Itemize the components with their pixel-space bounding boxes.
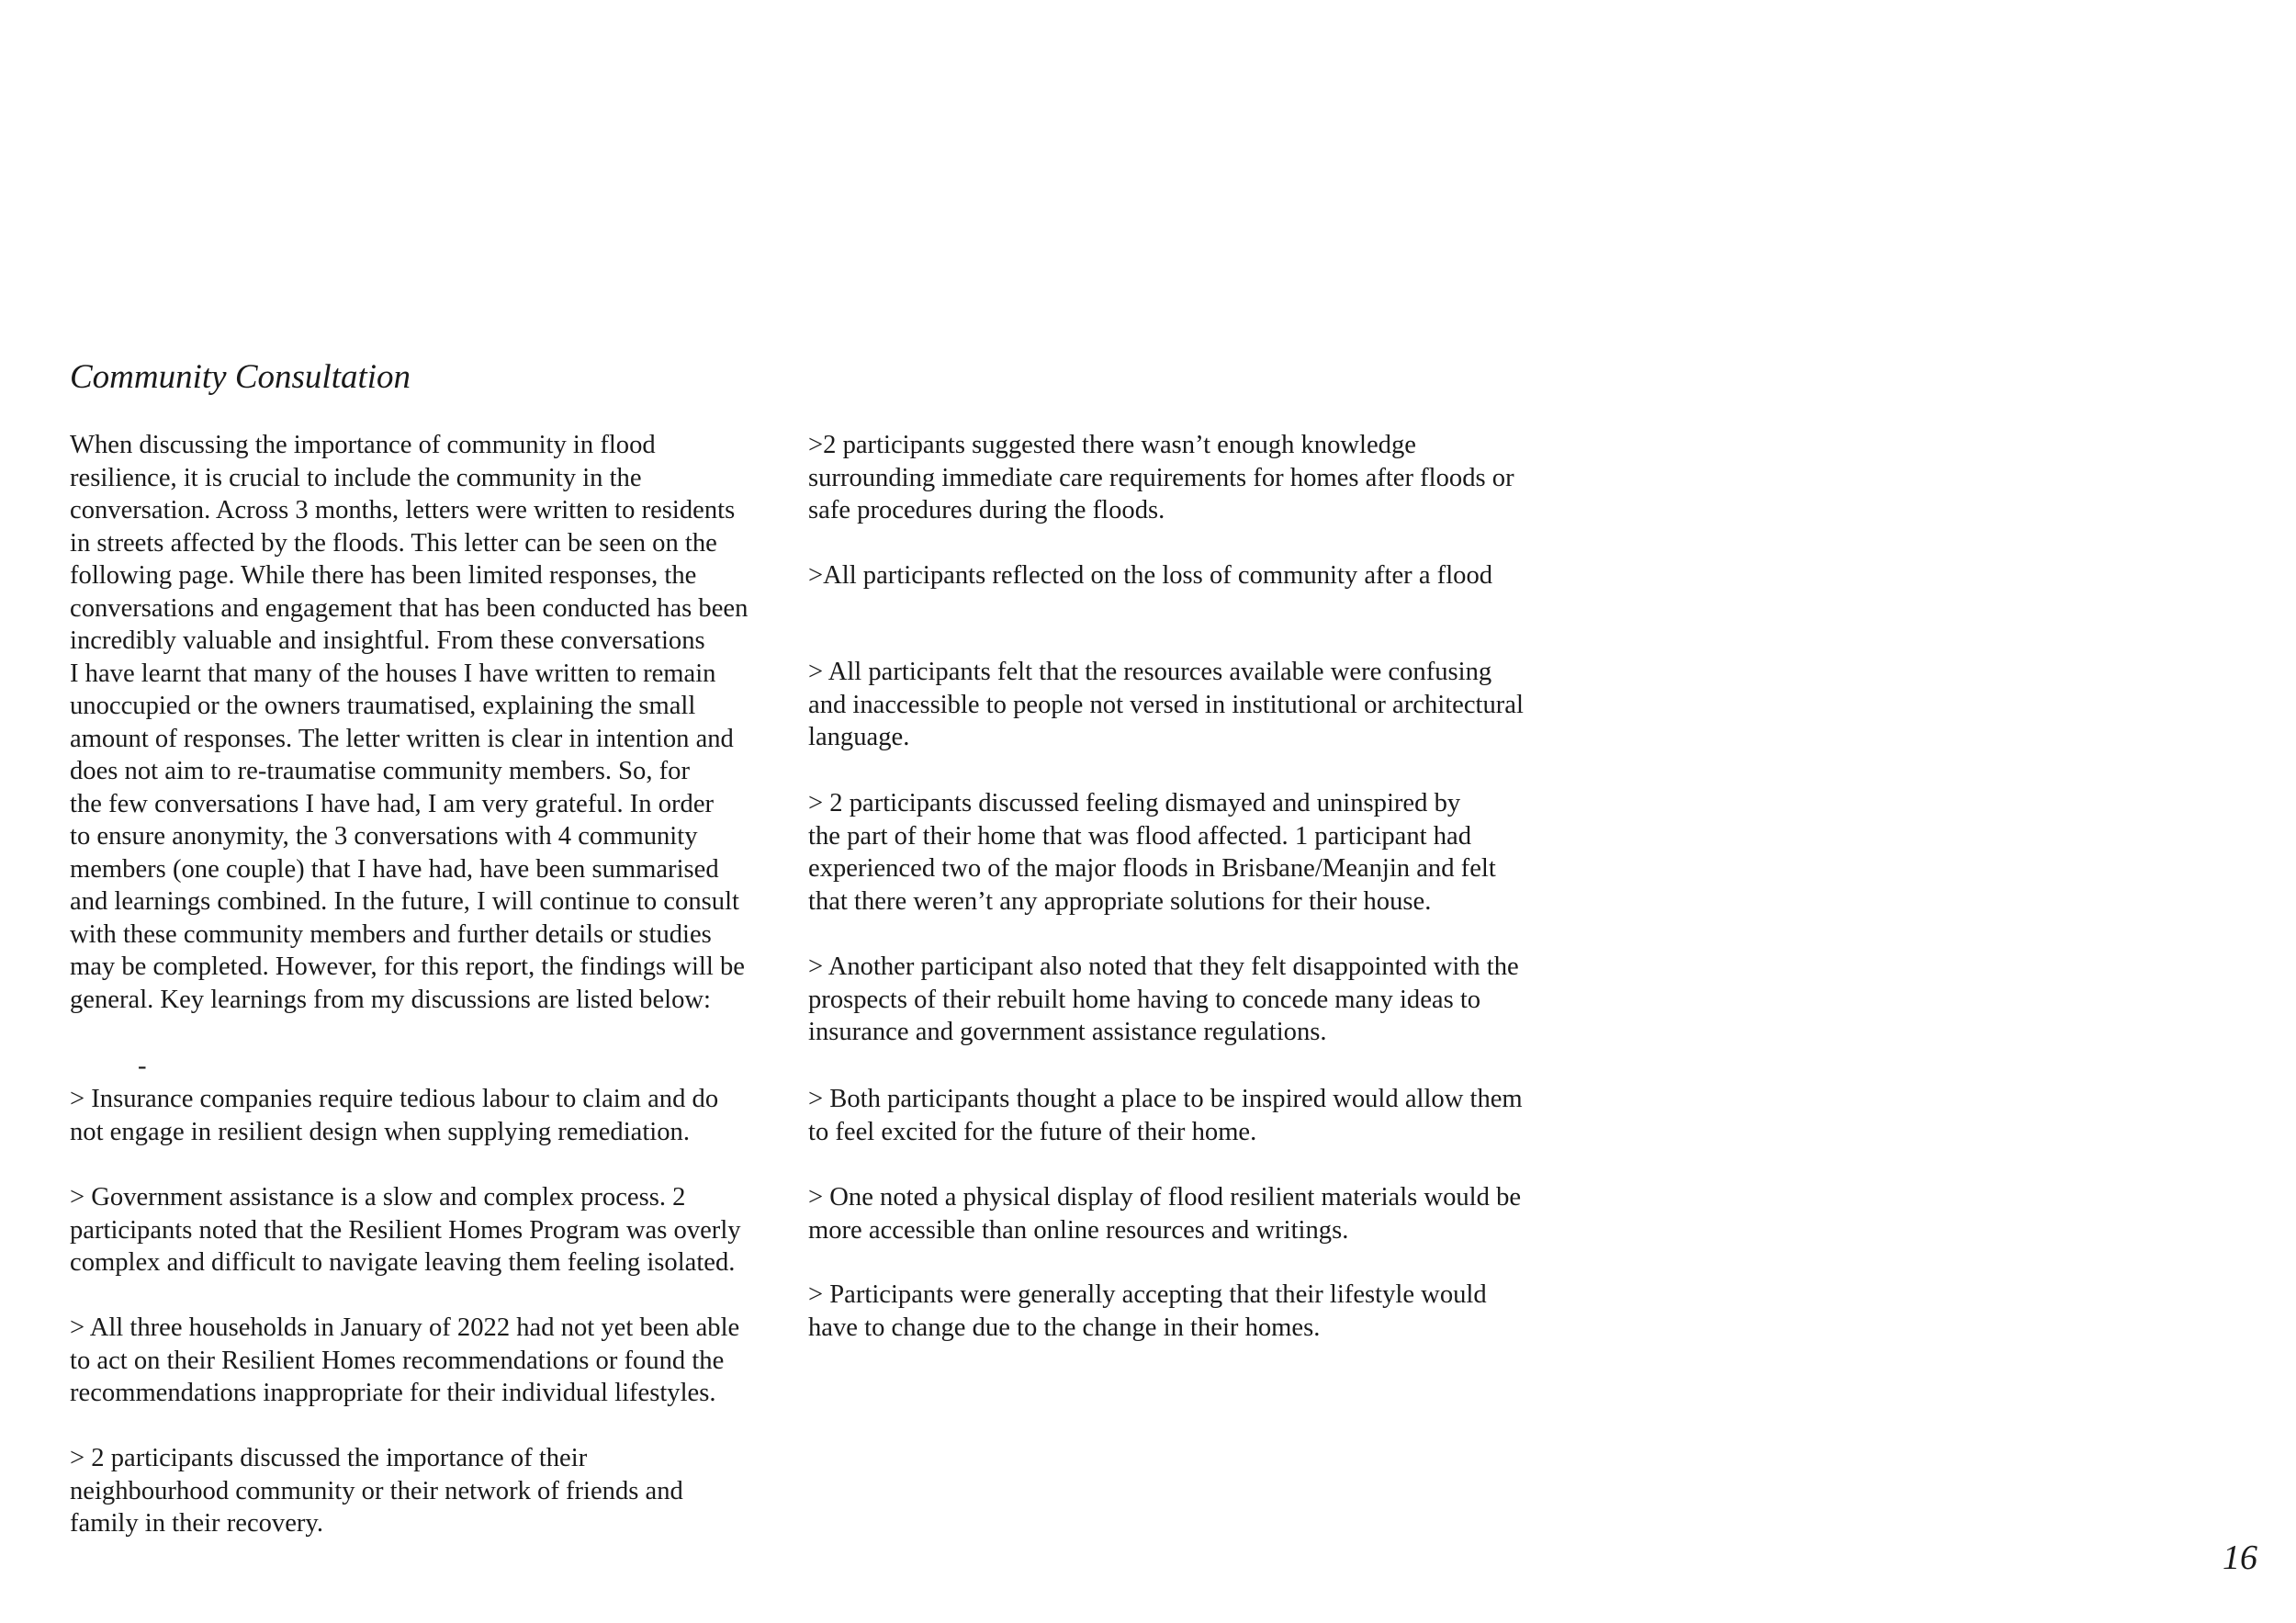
text-line: with these community members and further details or studies	[70, 919, 712, 949]
learning-item-physical-display	[808, 1181, 1521, 1246]
text-line: > 2 participants discussed feeling dismayed and uninspired by	[808, 789, 1461, 817]
text-line: prospects of their rebuilt home having to concede many ideas to	[808, 985, 1481, 1014]
text-line: > Government assistance is a slow and complex process. 2	[70, 1183, 686, 1212]
text-line: >All participants reflected on the loss of community after a flood	[808, 561, 1493, 590]
text-line: > Insurance companies require tedious labour to claim and do	[70, 1085, 719, 1113]
text-line: language.	[808, 723, 910, 751]
text-line: the few conversations I have had, I am very grateful. In order	[70, 789, 715, 818]
section-heading: Community Consultation	[70, 358, 411, 396]
learning-item-knowledge	[808, 429, 1514, 527]
text-line: > Both participants thought a place to be inspired would allow them	[808, 1085, 1523, 1113]
learning-item-neighbourhood	[70, 1442, 683, 1540]
text-line: the part of their home that was flood affected. 1 participant had	[808, 821, 1471, 851]
text-line: general. Key learnings from my discussions are listed below:	[70, 985, 711, 1014]
learning-item-disappointed	[808, 951, 1519, 1049]
text-line: recommendations inappropriate for their individual lifestyles.	[70, 1379, 716, 1407]
text-line: does not aim to re-traumatise community members. So, for	[70, 757, 690, 785]
learning-item-lifestyle	[808, 1279, 1487, 1344]
text-line: > All three households in January of 2022 had not yet been able	[70, 1313, 740, 1342]
text-line: > Participants were generally accepting that their lifestyle would	[808, 1280, 1487, 1309]
text-line: and inaccessible to people not versed in institutional or architectural	[808, 690, 1524, 719]
learning-item-dismayed	[808, 787, 1496, 918]
learning-item-inspired	[808, 1083, 1523, 1148]
text-line: that there weren’t any appropriate solutions for their house.	[808, 886, 1432, 916]
learning-item-insurance	[70, 1083, 718, 1148]
learning-item-households	[70, 1312, 739, 1410]
learning-item-community-loss	[808, 559, 1492, 592]
text-line: incredibly valuable and insightful. From these conversations	[70, 626, 705, 655]
text-line: surrounding immediate care requirements for homes after floods or	[808, 463, 1514, 492]
text-line: amount of responses. The letter written is clear in intention and	[70, 724, 734, 753]
text-line: conversations and engagement that has been conducted has been	[70, 593, 748, 623]
text-line: more accessible than online resources and writings.	[808, 1215, 1349, 1245]
text-line: > 2 participants discussed the importance of their	[70, 1444, 588, 1472]
text-line: insurance and government assistance regulations.	[808, 1018, 1327, 1046]
text-line: neighbourhood community or their network of friends and	[70, 1476, 683, 1505]
text-line: may be completed. However, for this report, the findings will be	[70, 952, 745, 981]
text-line: and learnings combined. In the future, I will continue to consult	[70, 887, 739, 916]
text-line: > Another participant also noted that they felt disappointed with the	[808, 952, 1519, 981]
learning-item-resources	[808, 656, 1524, 754]
text-line: I have learnt that many of the houses I have written to remain	[70, 659, 716, 688]
text-line: unoccupied or the owners traumatised, explaining the small	[70, 692, 696, 720]
text-line: have to change due to the change in their homes.	[808, 1313, 1321, 1342]
text-line: > All participants felt that the resources available were confusing	[808, 658, 1492, 686]
text-line: conversation. Across 3 months, letters were written to residents	[70, 496, 736, 524]
list-dash: -	[138, 1052, 147, 1080]
text-line: participants noted that the Resilient Homes Program was overly	[70, 1215, 741, 1245]
text-line: resilience, it is crucial to include the community in the	[70, 463, 642, 492]
text-line: to feel excited for the future of their home.	[808, 1117, 1257, 1146]
learning-item-government	[70, 1181, 741, 1279]
text-line: When discussing the importance of community in flood	[70, 431, 656, 459]
text-line: following page. While there has been limited responses, the	[70, 561, 697, 590]
text-line: > One noted a physical display of flood resilient materials would be	[808, 1183, 1522, 1212]
text-line: >2 participants suggested there wasn’t enough knowledge	[808, 431, 1416, 459]
page-number: 16	[2223, 1538, 2257, 1577]
text-line: to ensure anonymity, the 3 conversations with 4 community	[70, 822, 698, 851]
text-line: in streets affected by the floods. This letter can be seen on the	[70, 528, 717, 558]
text-line: safe procedures during the floods.	[808, 496, 1165, 524]
text-line: members (one couple) that I have had, have been summarised	[70, 854, 719, 884]
intro-paragraph	[70, 429, 748, 1016]
text-line: to act on their Resilient Homes recommendations or found the	[70, 1346, 725, 1375]
text-line: family in their recovery.	[70, 1509, 324, 1538]
text-line: experienced two of the major floods in Brisbane/Meanjin and felt	[808, 854, 1496, 883]
text-line: not engage in resilient design when supplying remediation.	[70, 1117, 690, 1146]
text-line: complex and difficult to navigate leaving them feeling isolated.	[70, 1248, 736, 1277]
